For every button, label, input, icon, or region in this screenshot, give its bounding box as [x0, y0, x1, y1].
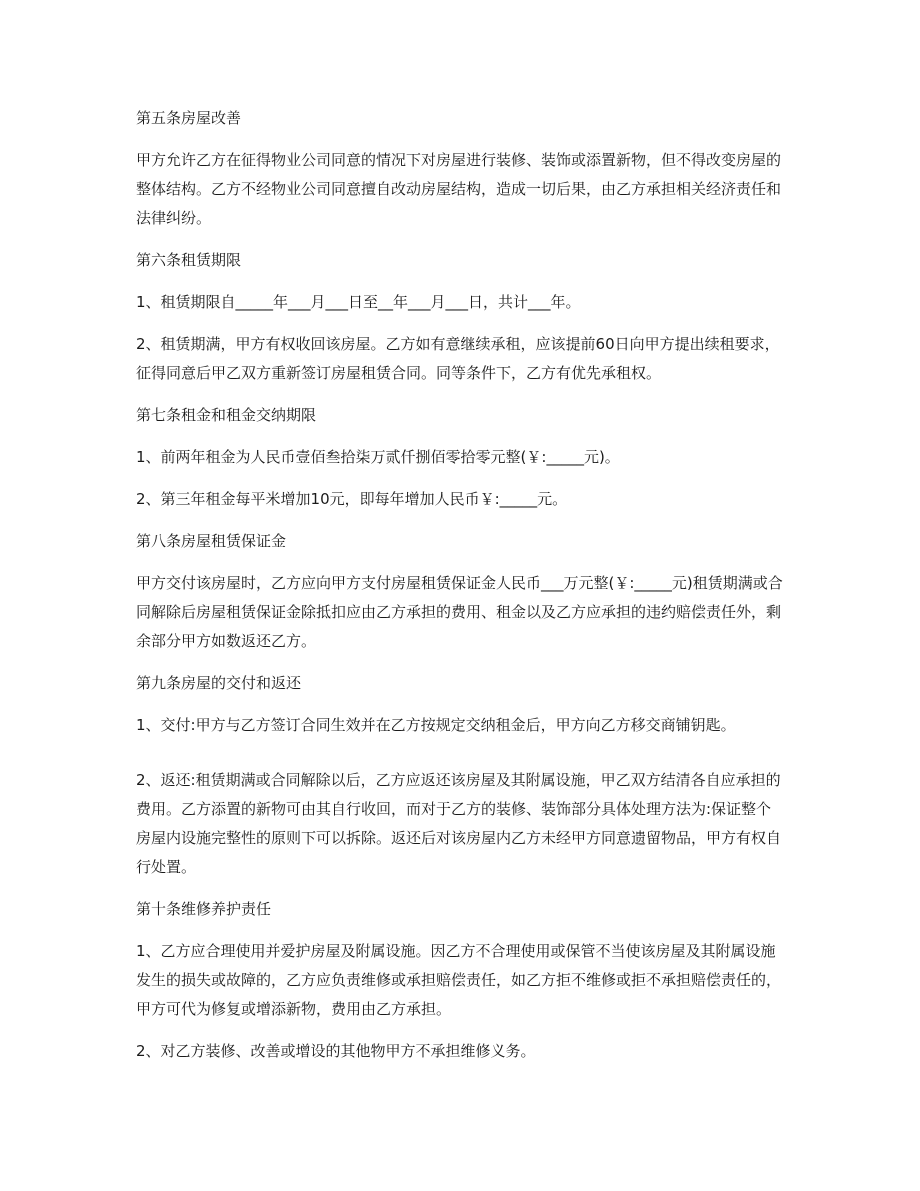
- paragraph: 2、对乙方装修、改善或增设的其他物甲方不承担维修义务。: [136, 1042, 536, 1060]
- section-heading: 第十条维修养护责任: [136, 900, 272, 918]
- paragraph: 1、租赁期限自_____年___月___日至__年___月___日，共计___年。: [136, 293, 581, 311]
- section-heading: 第九条房屋的交付和返还: [136, 674, 302, 692]
- section-heading: 第六条租赁期限: [136, 251, 242, 269]
- paragraph: 甲方允许乙方在征得物业公司同意的情况下对房屋进行装修、装饰或添置新物，但不得改变房屋的整体结构。乙方不经物业公司同意擅自改动房屋结构，造成一切后果，由乙方承担相关经济责任和法律纠纷。: [136, 151, 782, 227]
- paragraph: 甲方交付该房屋时，乙方应向甲方支付房屋租赁保证金人民币___万元整(￥:_____元)租赁期满或合同解除后房屋租赁保证金除抵扣应由乙方承担的费用、租金以及乙方应承担的违约赔偿责任外，剩余部分甲方如数返还乙方。: [136, 574, 783, 650]
- paragraph: 1、前两年租金为人民币壹佰叁拾柒万贰仟捌佰零拾零元整(￥:_____元)。: [136, 448, 620, 466]
- paragraph: 2、返还:租赁期满或合同解除以后，乙方应返还该房屋及其附属设施，甲乙双方结清各自应承担的费用。乙方添置的新物可由其自行收回，而对于乙方的装修、装饰部分具体处理方法为:保证整个房屋内设施完整性的原则下可以拆除。返还后对该房屋内乙方未经甲方同意遗留物品，甲方有权自行处置。: [136, 771, 782, 876]
- paragraph: 2、第三年租金每平米增加10元，即每年增加人民币￥:_____元。: [136, 490, 568, 508]
- paragraph: 1、乙方应合理使用并爱护房屋及附属设施。因乙方不合理使用或保管不当使该房屋及其附属设施发生的损失或故障的，乙方应负责维修或承担赔偿责任，如乙方拒不维修或拒不承担赔偿责任的，甲方可代为修复或增添新物，费用由乙方承担。: [136, 942, 782, 1018]
- section-heading: 第八条房屋租赁保证金: [136, 532, 287, 550]
- paragraph: 1、交付:甲方与乙方签订合同生效并在乙方按规定交纳租金后，甲方向乙方移交商铺钥匙。: [136, 716, 736, 734]
- paragraph: 2、租赁期满，甲方有权收回该房屋。乙方如有意继续承租，应该提前60日向甲方提出续租要求，征得同意后甲乙双方重新签订房屋租赁合同。同等条件下，乙方有优先承租权。: [136, 335, 780, 382]
- document-body: [136, 104, 786, 1079]
- section-heading: 第七条租金和租金交纳期限: [136, 406, 317, 424]
- section-heading: 第五条房屋改善: [136, 109, 242, 127]
